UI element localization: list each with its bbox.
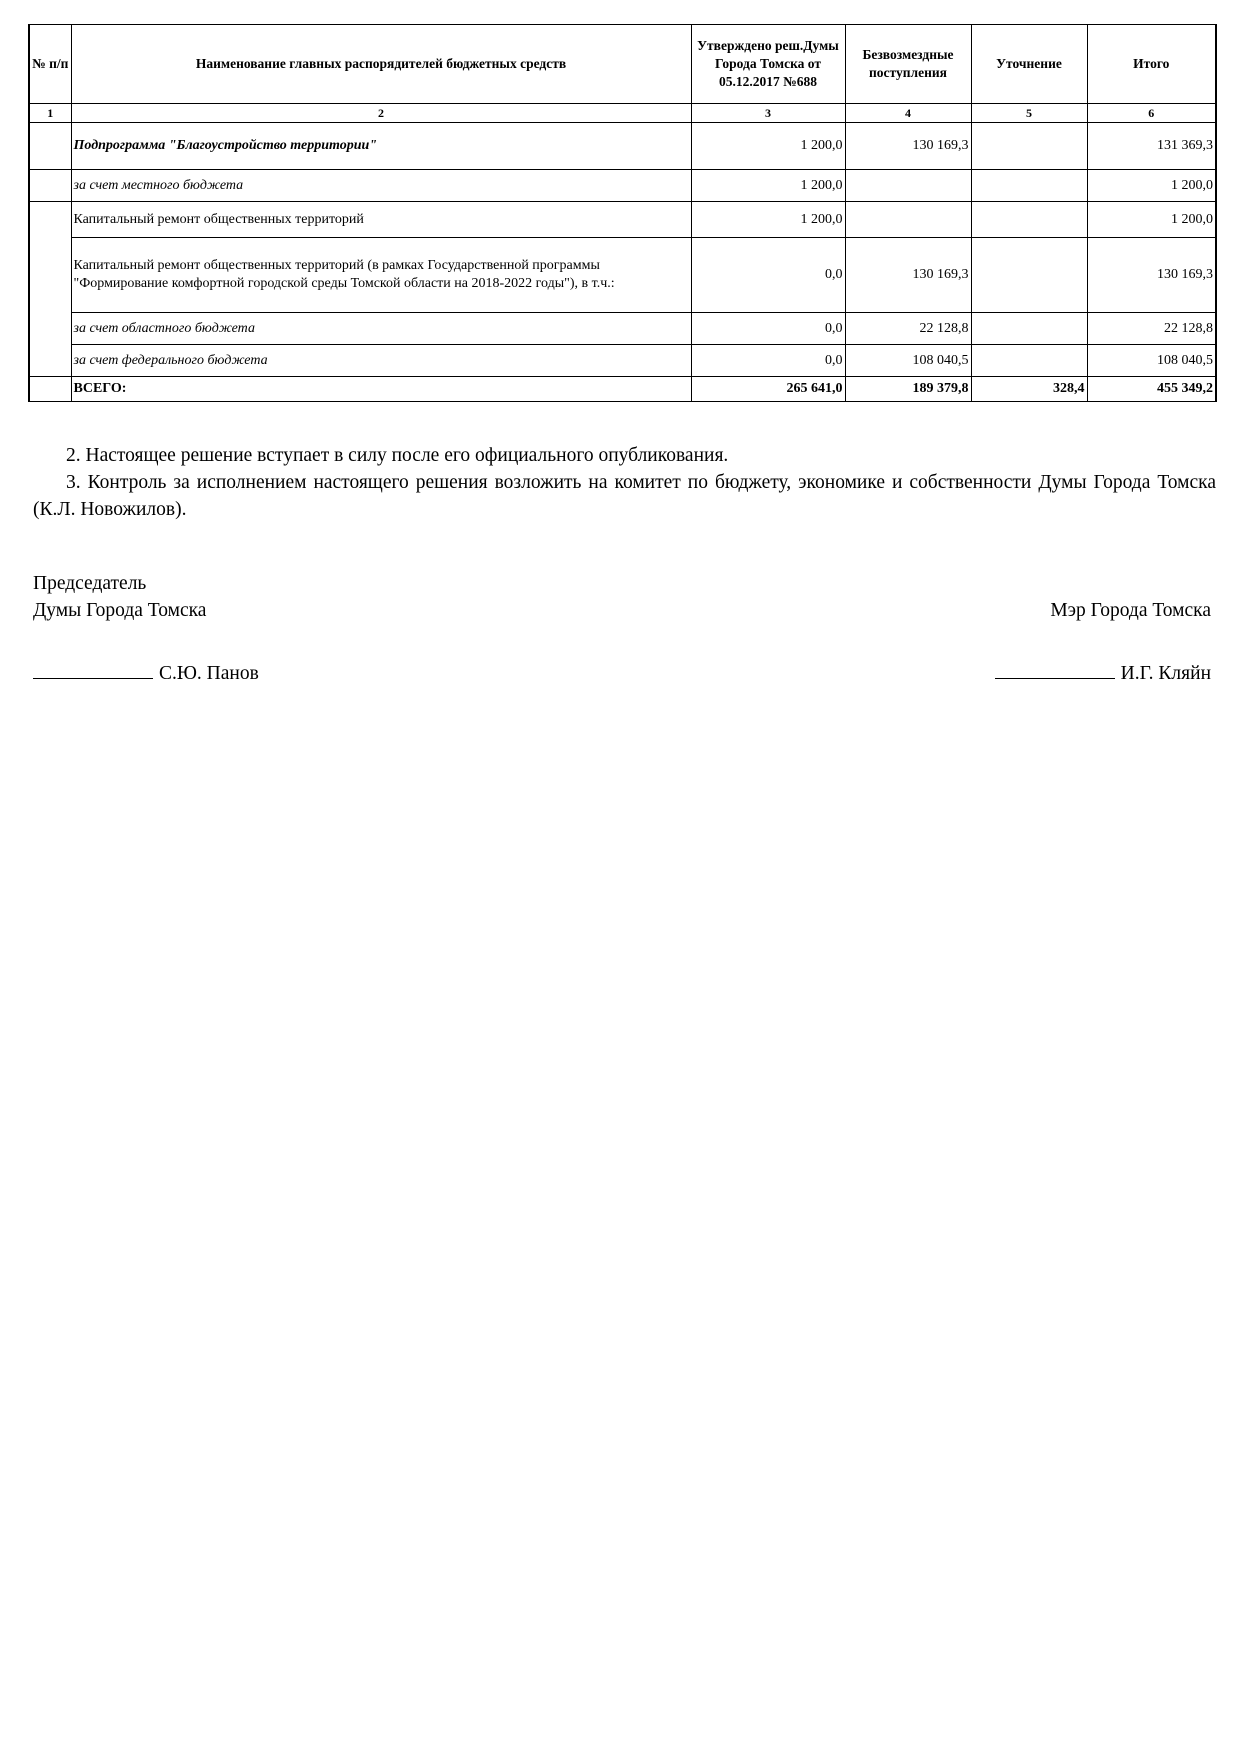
row-approved-cell: 0,0 — [691, 238, 845, 313]
row-clarification-cell — [971, 170, 1087, 202]
row-name-cell: за счет областного бюджета — [71, 313, 691, 345]
column-number: 6 — [1087, 104, 1216, 123]
signature-line — [33, 658, 153, 679]
row-total-cell: 22 128,8 — [1087, 313, 1216, 345]
row-total-cell: 130 169,3 — [1087, 238, 1216, 313]
table-row — [29, 238, 1216, 313]
total-number-cell — [29, 377, 71, 402]
row-free-cell: 130 169,3 — [845, 123, 971, 170]
column-number: 2 — [71, 104, 691, 123]
chairman-duma-title: Думы Города Томска — [33, 600, 207, 621]
row-name-cell: за счет местного бюджета — [71, 170, 691, 202]
mayor-signature — [995, 658, 1211, 687]
row-free-cell: 108 040,5 — [845, 345, 971, 377]
table-header-row — [29, 25, 1216, 104]
row-name-cell: Капитальный ремонт общественных территорий (в рамках Государственной программы "Формирование комфортной городской среды Томской области на 2018-2022 годы"), в т.ч.: — [71, 238, 691, 313]
row-name-cell: за счет федерального бюджета — [71, 345, 691, 377]
table-row — [29, 202, 1216, 238]
header-free-receipts: Безвозмездные поступления — [845, 25, 971, 104]
row-number-cell — [29, 202, 71, 238]
chairman-name: С.Ю. Панов — [159, 663, 259, 684]
table-total-row — [29, 377, 1216, 402]
row-total-cell: 1 200,0 — [1087, 202, 1216, 238]
total-free-cell: 189 379,8 — [845, 377, 971, 402]
row-name-cell: Подпрограмма "Благоустройство территории" — [71, 123, 691, 170]
signature-line — [995, 658, 1115, 679]
header-clarification: Уточнение — [971, 25, 1087, 104]
header-total: Итого — [1087, 25, 1216, 104]
row-number-cell — [29, 313, 71, 345]
row-clarification-cell — [971, 345, 1087, 377]
row-approved-cell: 1 200,0 — [691, 123, 845, 170]
header-name: Наименование главных распорядителей бюджетных средств — [71, 25, 691, 104]
row-clarification-cell — [971, 123, 1087, 170]
paragraph-2: 2. Настоящее решение вступает в силу после его официального опубликования. — [66, 445, 729, 466]
row-number-cell — [29, 238, 71, 313]
row-clarification-cell — [971, 238, 1087, 313]
total-clarification-cell: 328,4 — [971, 377, 1087, 402]
mayor-name: И.Г. Кляйн — [1120, 663, 1211, 684]
row-approved-cell: 1 200,0 — [691, 202, 845, 238]
row-total-cell: 131 369,3 — [1087, 123, 1216, 170]
column-number: 4 — [845, 104, 971, 123]
row-free-cell: 22 128,8 — [845, 313, 971, 345]
row-free-cell — [845, 202, 971, 238]
row-free-cell: 130 169,3 — [845, 238, 971, 313]
total-sum-cell: 455 349,2 — [1087, 377, 1216, 402]
row-clarification-cell — [971, 202, 1087, 238]
row-number-cell — [29, 123, 71, 170]
table-row — [29, 123, 1216, 170]
mayor-title: Мэр Города Томска — [1050, 600, 1211, 621]
table-row — [29, 170, 1216, 202]
row-approved-cell: 1 200,0 — [691, 170, 845, 202]
row-total-cell: 1 200,0 — [1087, 170, 1216, 202]
row-number-cell — [29, 345, 71, 377]
column-number: 1 — [29, 104, 71, 123]
table-row — [29, 345, 1216, 377]
budget-table — [28, 24, 1217, 402]
row-name-cell: Капитальный ремонт общественных территорий — [71, 202, 691, 238]
row-clarification-cell — [971, 313, 1087, 345]
row-approved-cell: 0,0 — [691, 313, 845, 345]
column-number: 3 — [691, 104, 845, 123]
total-name-cell: ВСЕГО: — [71, 377, 691, 402]
table-row — [29, 313, 1216, 345]
paragraph-3: 3. Контроль за исполнением настоящего решения возложить на комитет по бюджету, экономике и собственности Думы Города Томска (К.Л. Новожилов). — [33, 472, 1216, 520]
header-number: № п/п — [29, 25, 71, 104]
row-total-cell: 108 040,5 — [1087, 345, 1216, 377]
chairman-signature — [33, 658, 259, 687]
row-free-cell — [845, 170, 971, 202]
total-approved-cell: 265 641,0 — [691, 377, 845, 402]
header-approved: Утверждено реш.Думы Города Томска от 05.12.2017 №688 — [691, 25, 845, 104]
row-number-cell — [29, 170, 71, 202]
chairman-title: Председатель — [33, 573, 147, 594]
column-number-row — [29, 104, 1216, 123]
column-number: 5 — [971, 104, 1087, 123]
row-approved-cell: 0,0 — [691, 345, 845, 377]
